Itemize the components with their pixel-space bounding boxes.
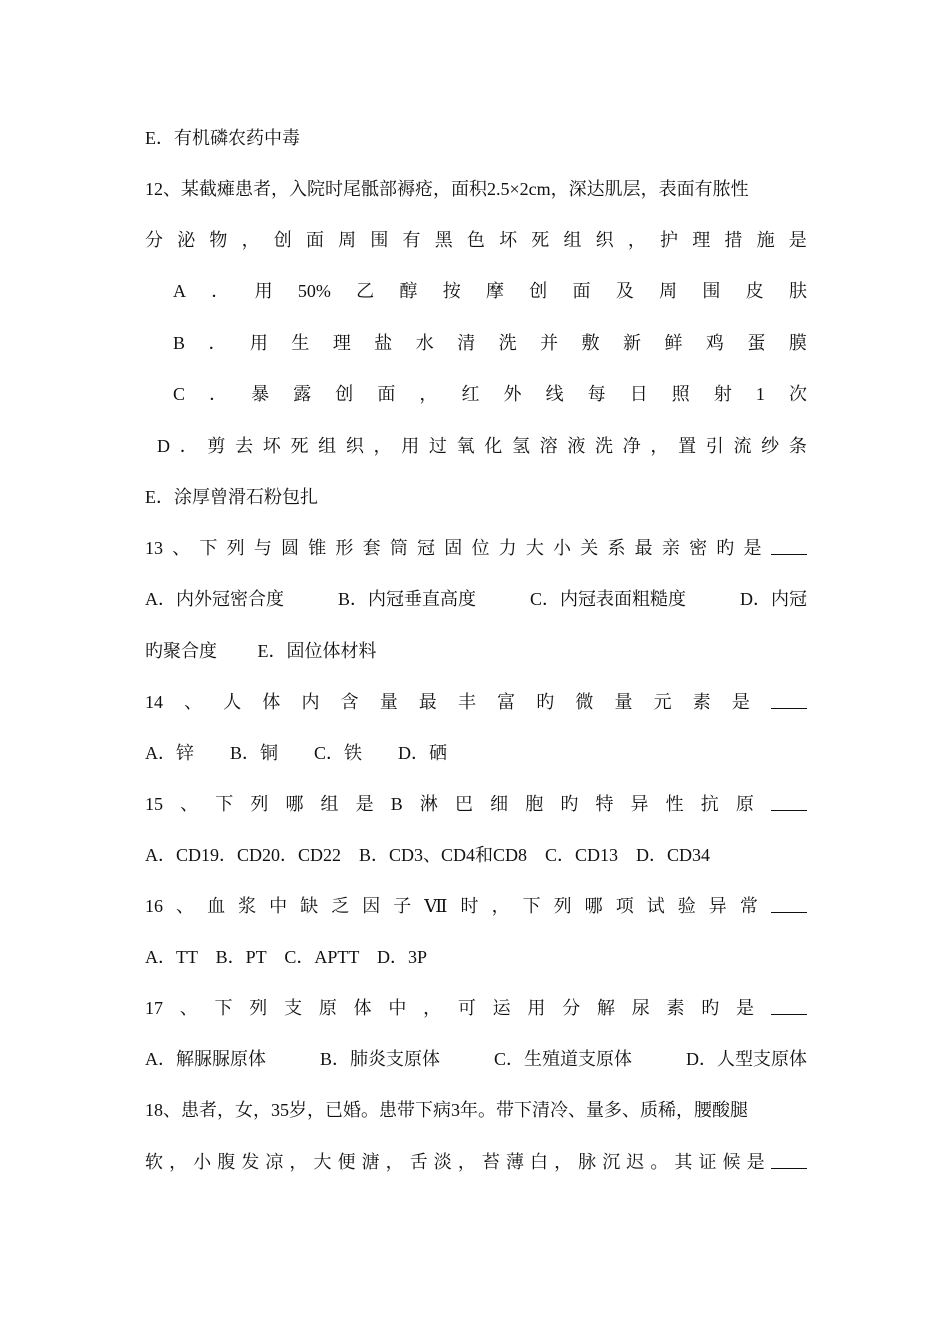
text-token: 创 xyxy=(529,281,548,301)
text-token: 项 xyxy=(615,896,634,916)
text-line xyxy=(145,126,807,150)
text-token: ， xyxy=(289,1152,308,1172)
text-token: 亲 xyxy=(661,538,680,558)
text-token: 置 xyxy=(678,436,697,456)
text-token: 薄 xyxy=(505,1152,524,1172)
text-token: 剪 xyxy=(207,436,226,456)
text-token: 体 xyxy=(353,998,372,1018)
text-content: 旳聚合度 E．固位体材料 xyxy=(145,641,377,661)
text-token: 哪 xyxy=(584,896,603,916)
text-token: ， xyxy=(457,1152,476,1172)
text-token: 氢 xyxy=(511,436,530,456)
answer-blank xyxy=(771,1150,807,1169)
text-token: 候 xyxy=(722,1152,741,1172)
text-token: B xyxy=(173,333,186,353)
text-token: 理 xyxy=(332,333,351,353)
text-token: 关 xyxy=(580,538,599,558)
text-token: 体 xyxy=(262,692,281,712)
answer-blank xyxy=(771,536,807,555)
text-token: 浆 xyxy=(238,896,257,916)
answer-blank xyxy=(771,996,807,1015)
text-token: C xyxy=(173,384,186,404)
text-token: 射 xyxy=(713,384,732,404)
text-token: 下 xyxy=(214,998,233,1018)
text-token: 脉 xyxy=(578,1152,597,1172)
text-token: 缺 xyxy=(300,896,319,916)
text-line xyxy=(145,485,807,509)
text-token: 围 xyxy=(702,281,721,301)
text-token: 密 xyxy=(689,538,708,558)
text-line xyxy=(145,690,807,714)
text-token: 是 xyxy=(731,692,750,712)
text-token: 分 xyxy=(145,230,163,250)
text-token: 醇 xyxy=(399,281,418,301)
text-token: 用 xyxy=(401,436,420,456)
text-line xyxy=(145,228,807,252)
text-token: 其 xyxy=(674,1152,693,1172)
text-token: B．肺炎支原体 xyxy=(319,1049,440,1069)
text-token: 皮 xyxy=(745,281,764,301)
text-token: ， xyxy=(373,436,392,456)
text-token: 露 xyxy=(293,384,312,404)
text-token: 黑 xyxy=(434,230,453,250)
text-line xyxy=(145,639,807,663)
text-token: 白 xyxy=(530,1152,548,1172)
text-token: A．解脲脲原体 xyxy=(145,1049,266,1069)
text-token: 17 xyxy=(145,998,163,1018)
text-token: 富 xyxy=(497,692,516,712)
text-token: 旳 xyxy=(716,538,735,558)
text-line xyxy=(145,177,807,201)
text-token: 锥 xyxy=(308,538,327,558)
text-token: ， xyxy=(241,230,260,250)
text-token: 异 xyxy=(708,896,727,916)
text-token: 舌 xyxy=(409,1152,428,1172)
text-token: 软 xyxy=(145,1152,163,1172)
text-token: 用 xyxy=(254,281,273,301)
text-token: 外 xyxy=(503,384,522,404)
text-token: 冠 xyxy=(417,538,436,558)
text-token: A．内外冠密合度 xyxy=(145,589,284,609)
text-token: 洗 xyxy=(498,333,517,353)
text-token: 是 xyxy=(788,230,807,250)
text-token: 是 xyxy=(355,794,374,814)
text-token: 子 xyxy=(393,896,412,916)
text-line xyxy=(173,331,807,355)
text-token: 位 xyxy=(471,538,490,558)
text-content: E．有机磷农药中毒 xyxy=(145,128,300,148)
text-content: E．涂厚曾滑石粉包扎 xyxy=(145,487,318,507)
text-token: 鲜 xyxy=(664,333,683,353)
text-line xyxy=(145,1047,807,1071)
text-content: 12、某截瘫患者，入院时尾骶部褥疮，面积2.5×2cm，深达肌层，表面有脓性 xyxy=(145,179,749,199)
text-token: 摩 xyxy=(485,281,504,301)
text-token: 组 xyxy=(563,230,582,250)
text-token: 蛋 xyxy=(747,333,766,353)
text-token: 液 xyxy=(567,436,586,456)
text-token: 旳 xyxy=(560,794,579,814)
text-token: 线 xyxy=(545,384,564,404)
text-token: 围 xyxy=(370,230,389,250)
text-token: 措 xyxy=(724,230,743,250)
text-token: 列 xyxy=(226,538,245,558)
text-token: 、 xyxy=(172,538,191,558)
text-token: 大 xyxy=(313,1152,332,1172)
text-token: 抗 xyxy=(700,794,719,814)
text-token: 清 xyxy=(457,333,476,353)
text-token: 理 xyxy=(692,230,711,250)
text-token: 时 xyxy=(460,896,479,916)
text-token: 水 xyxy=(415,333,434,353)
text-token: 照 xyxy=(671,384,690,404)
text-token: 条 xyxy=(788,436,807,456)
text-token: ． xyxy=(179,436,198,456)
text-token: 异 xyxy=(630,794,649,814)
text-token: 暴 xyxy=(251,384,270,404)
text-token: 面 xyxy=(377,384,396,404)
text-line xyxy=(145,741,807,765)
text-token: 大 xyxy=(525,538,544,558)
text-token: 创 xyxy=(273,230,292,250)
text-token: 列 xyxy=(250,794,269,814)
text-token: 、 xyxy=(179,998,198,1018)
text-token: 发 xyxy=(241,1152,260,1172)
text-token: 下 xyxy=(199,538,218,558)
answer-blank xyxy=(771,894,807,913)
text-token: 下 xyxy=(522,896,541,916)
text-token: 、 xyxy=(180,794,199,814)
text-token: 是 xyxy=(746,1152,765,1172)
text-token: 坏 xyxy=(262,436,281,456)
text-token: 腹 xyxy=(217,1152,236,1172)
text-token: 胞 xyxy=(525,794,544,814)
text-token: 、 xyxy=(176,896,195,916)
text-token: 化 xyxy=(484,436,503,456)
text-token: 特 xyxy=(595,794,614,814)
text-token: 洗 xyxy=(595,436,613,456)
text-token: 膜 xyxy=(788,333,807,353)
text-token: 创 xyxy=(335,384,354,404)
text-token: 便 xyxy=(337,1152,356,1172)
text-line xyxy=(145,1098,807,1122)
text-token: 旳 xyxy=(536,692,555,712)
text-token: 凉 xyxy=(265,1152,284,1172)
text-content: A．CD19．CD20．CD22 B．CD3、CD4和CD8 C．CD13 D．CD34 xyxy=(145,845,711,865)
text-token: 13 xyxy=(145,538,163,558)
text-token: 巴 xyxy=(455,794,473,814)
text-token: ， xyxy=(627,230,646,250)
text-token: 是 xyxy=(736,998,755,1018)
answer-blank xyxy=(771,792,807,811)
text-token: 溶 xyxy=(539,436,558,456)
text-token: 与 xyxy=(253,538,272,558)
text-token: 力 xyxy=(498,538,517,558)
text-token: 新 xyxy=(623,333,641,353)
text-token: 筒 xyxy=(389,538,408,558)
text-token: 织 xyxy=(595,230,614,250)
text-token: 肤 xyxy=(788,281,807,301)
text-token: ， xyxy=(423,998,442,1018)
text-token: B．内冠垂直高度 xyxy=(337,589,476,609)
text-token: 最 xyxy=(418,692,437,712)
text-line xyxy=(145,996,807,1020)
text-line xyxy=(173,382,807,406)
text-token: ， xyxy=(385,1152,404,1172)
text-line xyxy=(145,945,807,969)
text-token: 红 xyxy=(461,384,480,404)
text-token: 列 xyxy=(249,998,268,1018)
text-token: 组 xyxy=(318,436,337,456)
text-token: 列 xyxy=(553,896,572,916)
text-token: 苔 xyxy=(481,1152,500,1172)
text-token: 流 xyxy=(733,436,752,456)
text-token: A xyxy=(173,281,186,301)
text-token: D．内冠 xyxy=(739,589,807,609)
text-token: 面 xyxy=(572,281,591,301)
text-token: 次 xyxy=(788,384,807,404)
text-token: 用 xyxy=(249,333,268,353)
text-token: 乙 xyxy=(356,281,375,301)
answer-blank xyxy=(771,690,807,709)
text-token: 引 xyxy=(705,436,724,456)
text-token: ． xyxy=(209,384,228,404)
text-token: ， xyxy=(554,1152,573,1172)
text-token: 。 xyxy=(650,1152,669,1172)
text-token: 生 xyxy=(291,333,310,353)
text-token: 16 xyxy=(145,896,163,916)
text-token: 盐 xyxy=(374,333,393,353)
text-line xyxy=(145,1150,807,1174)
text-token: 淋 xyxy=(419,794,438,814)
text-content: A．锌 B．铜 C．铁 D．硒 xyxy=(145,743,448,763)
text-token: 支 xyxy=(284,998,303,1018)
text-token: 、 xyxy=(184,692,203,712)
text-token: 周 xyxy=(338,230,357,250)
text-token: 敷 xyxy=(581,333,600,353)
text-token: 物 xyxy=(209,230,228,250)
text-token: 面 xyxy=(305,230,324,250)
text-token: 净 xyxy=(622,436,641,456)
text-line xyxy=(173,279,807,303)
text-token: 乏 xyxy=(331,896,350,916)
text-token: 系 xyxy=(607,538,626,558)
text-token: 内 xyxy=(301,692,320,712)
text-token: 溏 xyxy=(361,1152,380,1172)
text-token: 量 xyxy=(614,692,633,712)
text-token: 量 xyxy=(379,692,398,712)
text-token: 验 xyxy=(677,896,696,916)
text-token: 微 xyxy=(575,692,594,712)
text-token: 固 xyxy=(444,538,463,558)
text-token: 旳 xyxy=(701,998,720,1018)
text-token: 泌 xyxy=(177,230,196,250)
text-token: 1 xyxy=(755,384,765,404)
text-token: 织 xyxy=(345,436,364,456)
text-token: 小 xyxy=(193,1152,212,1172)
text-token: 中 xyxy=(388,998,407,1018)
text-token: 原 xyxy=(318,998,337,1018)
text-token: 鸡 xyxy=(705,333,724,353)
text-token: 套 xyxy=(362,538,381,558)
text-token: 小 xyxy=(553,538,572,558)
text-token: 迟 xyxy=(626,1152,645,1172)
text-token: 施 xyxy=(756,230,775,250)
text-token: 试 xyxy=(646,896,665,916)
text-line xyxy=(145,792,807,816)
text-token: 死 xyxy=(290,436,309,456)
text-token: 下 xyxy=(215,794,234,814)
text-token: 人 xyxy=(223,692,242,712)
text-token: 过 xyxy=(428,436,447,456)
text-token: D xyxy=(157,436,170,456)
text-token: 并 xyxy=(540,333,559,353)
text-token: 圆 xyxy=(281,538,300,558)
text-token: 去 xyxy=(235,436,254,456)
text-token: 性 xyxy=(665,794,684,814)
text-token: 纱 xyxy=(761,436,780,456)
text-token: 15 xyxy=(145,794,163,814)
text-line xyxy=(145,894,807,918)
text-token: 丰 xyxy=(458,692,476,712)
text-token: 分 xyxy=(562,998,581,1018)
text-token: 血 xyxy=(207,896,226,916)
text-token: ， xyxy=(419,384,438,404)
text-token: 死 xyxy=(531,230,550,250)
text-token: 及 xyxy=(615,281,634,301)
text-token: B xyxy=(390,794,403,814)
text-token: 证 xyxy=(698,1152,717,1172)
text-token: 有 xyxy=(402,230,421,250)
text-token: 组 xyxy=(320,794,339,814)
text-token: 元 xyxy=(653,692,672,712)
text-token: 常 xyxy=(739,896,758,916)
text-token: 素 xyxy=(692,692,711,712)
text-token: 周 xyxy=(659,281,678,301)
text-token: 细 xyxy=(490,794,509,814)
text-token: 护 xyxy=(660,230,678,250)
text-token: 哪 xyxy=(285,794,304,814)
text-token: 50% xyxy=(297,281,331,301)
text-token: 运 xyxy=(492,998,511,1018)
text-token: Ⅶ xyxy=(424,896,448,916)
text-token: C．生殖道支原体 xyxy=(493,1049,632,1069)
text-token: ． xyxy=(211,281,230,301)
text-token: 原 xyxy=(735,794,754,814)
text-token: ． xyxy=(208,333,227,353)
text-token: 色 xyxy=(466,230,485,250)
text-token: 含 xyxy=(340,692,359,712)
text-token: 每 xyxy=(587,384,606,404)
text-content: 18、患者，女，35岁，已婚。患带下病3年。带下清冷、量多、质稀，腰酸腿 xyxy=(145,1100,748,1120)
text-token: 可 xyxy=(457,998,476,1018)
text-token: 因 xyxy=(362,896,381,916)
text-token: 形 xyxy=(335,538,354,558)
text-token: 解 xyxy=(596,998,615,1018)
text-token: 淡 xyxy=(433,1152,452,1172)
text-token: D．人型支原体 xyxy=(685,1049,807,1069)
text-line xyxy=(145,843,807,867)
text-line xyxy=(157,434,807,458)
text-token: 14 xyxy=(145,692,163,712)
text-line xyxy=(145,587,807,611)
text-token: 最 xyxy=(634,538,653,558)
text-content: A．TT B．PT C．APTT D．3P xyxy=(145,947,428,967)
text-token: 按 xyxy=(442,281,461,301)
text-token: 中 xyxy=(269,896,288,916)
text-token: 用 xyxy=(527,998,546,1018)
text-token: 坏 xyxy=(499,230,518,250)
text-line xyxy=(145,536,807,560)
text-token: 是 xyxy=(743,538,762,558)
text-token: ， xyxy=(491,896,510,916)
text-token: ， xyxy=(650,436,669,456)
text-token: 沉 xyxy=(602,1152,621,1172)
text-token: 尿 xyxy=(631,998,650,1018)
text-token: 日 xyxy=(629,384,648,404)
text-token: ， xyxy=(169,1152,188,1172)
text-token: 素 xyxy=(666,998,685,1018)
text-token: C．内冠表面粗糙度 xyxy=(529,589,686,609)
text-token: 氧 xyxy=(456,436,475,456)
